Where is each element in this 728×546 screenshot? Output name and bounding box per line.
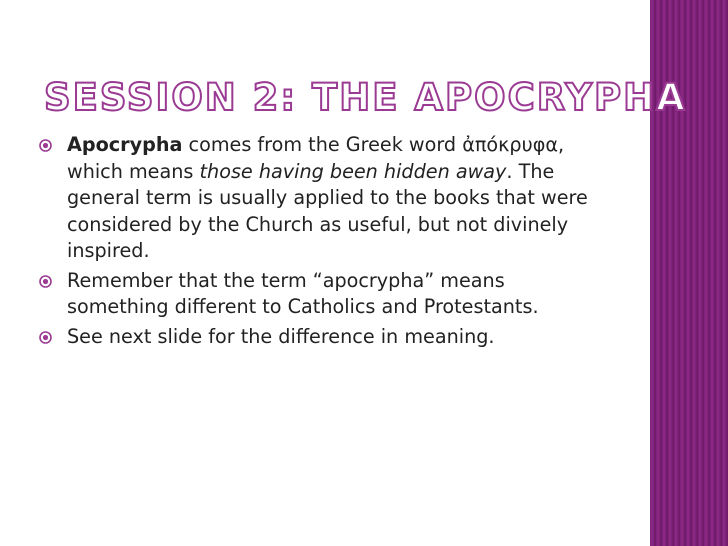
term-apocrypha: Apocrypha bbox=[67, 133, 183, 156]
definition-text-b: . The general term is usually applied to the books that were considered by the Church as useful, but not divinely inspired. bbox=[67, 159, 588, 262]
bullet-text: Remember that the term “apocrypha” means something different to Catholics and Protestants. bbox=[67, 268, 539, 318]
bullet-item-remember bbox=[38, 268, 610, 321]
bullet-item-apocrypha-definition bbox=[38, 132, 610, 265]
circle-bullet-icon bbox=[39, 275, 52, 288]
bullet-item-see-next bbox=[38, 324, 610, 351]
bullet-text: See next slide for the difference in meaning. bbox=[67, 324, 495, 348]
definition-italic: those having been hidden away bbox=[199, 159, 507, 183]
circle-bullet-icon bbox=[39, 139, 52, 152]
definition-text-a: comes from the Greek word ἀπόκρυφα, which means bbox=[67, 133, 565, 183]
circle-bullet-icon bbox=[39, 331, 52, 344]
slide-body bbox=[38, 132, 610, 353]
slide-title: SESSION 2: THE APOCRYPHA bbox=[44, 76, 687, 119]
